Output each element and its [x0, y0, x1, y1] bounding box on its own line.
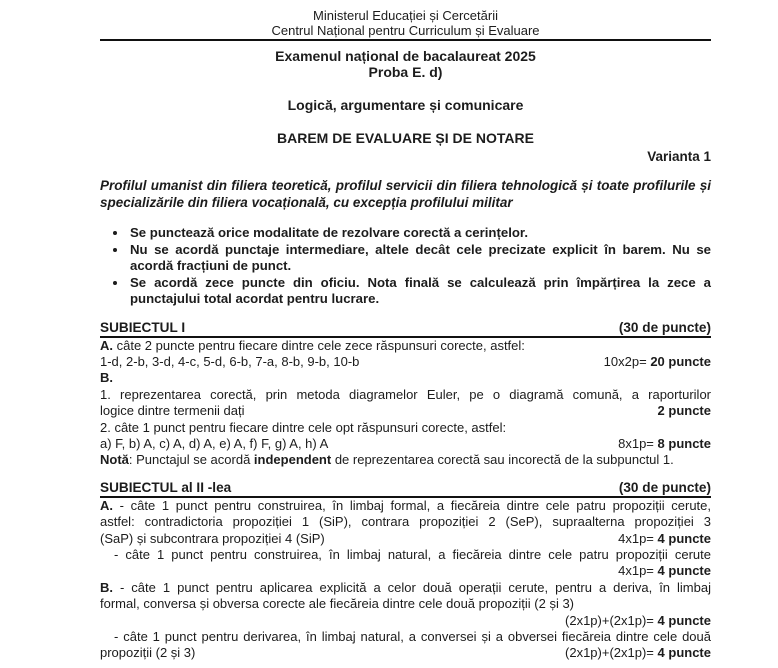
s1-answers-points-value: 20 puncte [650, 353, 711, 369]
s1-nota-bold: independent [253, 452, 332, 468]
s2-b-calc: (2x1p)+(2x1p)= [565, 612, 654, 628]
s2-a-line1 [100, 498, 711, 514]
s1-answers-points [594, 354, 711, 370]
section-1-body [100, 338, 711, 469]
s1-b1-line2 [100, 403, 711, 419]
s2-a2-points [608, 563, 711, 579]
section-1-header [100, 319, 711, 338]
s1-b2-points [608, 436, 711, 452]
s2-b2-points-value: 4 puncte [657, 645, 711, 661]
proba-title: Proba E. d) [368, 64, 443, 80]
s2-b-points [555, 613, 711, 629]
profile-paragraph: Profilul umanist din filiera teoretică, profilul servicii din filiera tehnologică și toate profilurile și specializările din filiera vocațională, cu excepția profilului militar [100, 178, 711, 210]
s2-b-points-value: 4 puncte [657, 612, 711, 628]
s2-a2-points-row [100, 563, 711, 579]
s1-a-text: câte 2 puncte pentru fiecare dintre cele zece răspunsuri corecte, astfel: [113, 337, 525, 353]
s1-b2-answers-row [100, 436, 711, 452]
s1-b2-answers: a) F, b) A, c) A, d) A, e) A, f) F, g) A, h) A [100, 435, 329, 451]
s1-nota-line [100, 452, 711, 468]
s1-nota-text1: : Punctajul se acordă [128, 452, 254, 468]
s2-b-points-row [100, 613, 711, 629]
s2-a-line3: (SaP) și subcontrara propoziției 4 (SiP) [100, 530, 325, 546]
exam-title: Examenul național de bacalaureat 2025 [275, 48, 536, 64]
ministry-line-1: Ministerul Educației și Cercetării [313, 8, 498, 23]
s2-b2-line2: propoziții (2 și 3) [100, 645, 196, 661]
s2-a-calc: 4x1p= [618, 530, 654, 546]
s2-a-line1-text: - câte 1 punct pentru construirea, în limbaj formal, a fiecăreia dintre cele patru propoziții cerute, [113, 497, 711, 513]
s2-a2-points-value: 4 puncte [657, 563, 711, 579]
subject-title: Logică, argumentare și comunicare [287, 97, 524, 113]
s1-b2-text: 2. câte 1 punct pentru fiecare dintre cele opt răspunsuri corecte, astfel: [100, 419, 507, 435]
section-1-points: (30 de puncte) [618, 319, 711, 335]
s2-a-points-value: 4 puncte [657, 530, 711, 546]
s1-b1-points: 2 puncte [657, 403, 711, 419]
s2-a-points [608, 531, 711, 547]
s1-b1-line1: 1. reprezentarea corectă, prin metoda diagramelor Euler, pe o diagramă comună, a raporturilor [100, 386, 711, 402]
s2-b2-line2-row [100, 645, 711, 661]
rule-item-1: • Se punctează orice modalitate de rezolvare corectă a cerințelor. [128, 225, 711, 242]
s2-b-line2: formal, conversa și obversa corecte ale fiecăreia dintre cele două propoziții (2 și 3) [100, 596, 575, 612]
s1-row-answers [100, 354, 711, 370]
rule-item-2: • Nu se acordă punctaje intermediare, altele decât cele precizate explicit în barem. Nu se acordă fracțiuni de punct. [128, 242, 711, 275]
variant-label: Varianta 1 [647, 149, 711, 164]
s1-b1-text: logice dintre termenii dați [100, 403, 245, 419]
s1-a-label: A. [100, 337, 113, 353]
section-2-body [100, 498, 711, 662]
s2-b2-calc: (2x1p)+(2x1p)= [565, 645, 654, 661]
exam-title-block [100, 48, 711, 80]
barem-title: BAREM DE EVALUARE ȘI DE NOTARE [277, 130, 534, 146]
section-1-title: SUBIECTUL I [100, 319, 186, 335]
s1-answers-calc: 10x2p= [603, 353, 647, 369]
s1-b2-points-value: 8 puncte [657, 435, 711, 451]
ministry-header [100, 8, 711, 41]
s2-b-line1 [100, 580, 711, 596]
s2-b2-points [555, 645, 711, 661]
s2-a-line2: astfel: contradictoria propoziției 1 (SiP), contrara propoziției 2 (SeP), supraalterna propoziției 3 [100, 514, 711, 530]
section-2-header [100, 479, 711, 498]
s2-a2-line1: - câte 1 punct pentru construirea, în limbaj natural, a fiecăreia dintre cele patru propoziții cerute [114, 546, 711, 562]
s1-answers: 1-d, 2-b, 3-d, 4-c, 5-d, 6-b, 7-a, 8-b, 9-b, 10-b [100, 353, 360, 369]
s1-b2-calc: 8x1p= [618, 435, 654, 451]
ministry-line-2: Centrul Național pentru Curriculum și Evaluare [271, 23, 540, 38]
s2-b-line1-text: - câte 1 punct pentru aplicarea explicită a celor două operații cerute, pentru a deriva, în limbaj [113, 579, 711, 595]
s2-a-line3-row [100, 531, 711, 547]
s1-b-label: B. [100, 370, 113, 386]
s2-b-label: B. [100, 579, 113, 595]
s2-a2-calc: 4x1p= [618, 563, 654, 579]
s1-row-a [100, 338, 711, 354]
s2-a-label: A. [100, 497, 113, 513]
section-2-points: (30 de puncte) [618, 479, 711, 495]
s1-nota-label: Notă [100, 452, 129, 468]
section-2-title: SUBIECTUL al II -lea [100, 479, 232, 495]
rule-item-3: • Se acordă zece puncte din oficiu. Nota finală se calculează prin împărțirea la zece a punctajului total acordat pentru lucrare. [128, 275, 711, 308]
general-rules-list [100, 225, 711, 308]
s1-nota-text2: de reprezentarea corectă sau incorectă de la subpunctul 1. [331, 452, 674, 468]
s2-b2-line1: - câte 1 punct pentru derivarea, în limbaj natural, a conversei și a obversei fiecăreia dintre cele două [114, 629, 711, 644]
